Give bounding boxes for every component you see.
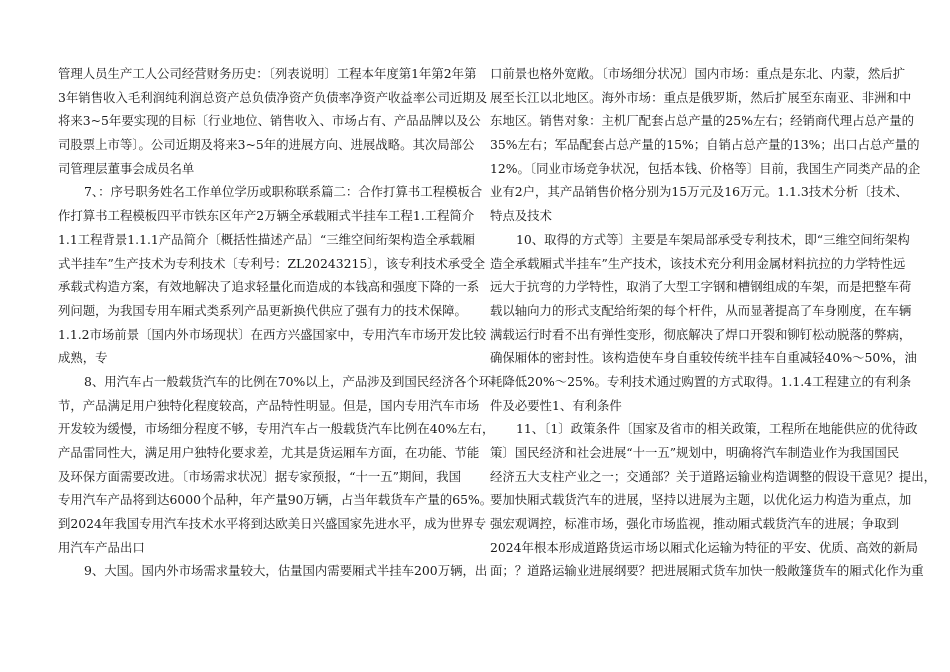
text-line: 式半挂车”生产技术为专利技术〔专利号：ZL20243215〕，该专利技术承受全 (58, 255, 485, 271)
right-column (490, 62, 937, 583)
text-line: 要加快厢式载货汽车的进展，坚持以进展为主题，以优化运力构造为重点，加 (490, 492, 912, 508)
text-line: 8、用汽车占一般载货汽车的比例在70%以上，产品涉及到国民经济各个环 (84, 373, 492, 389)
text-line: 远大于抗弯的力学特性，取消了大型工字钢和槽钢组成的车架，而是把整车荷 (490, 279, 912, 295)
text-line: 7、：序号职务姓名工作单位学历或职称联系篇二：合作打算书工程模板合 (84, 184, 483, 200)
text-line: 12%。〔同业市场竞争状况，包括本钱、价格等〕目前，我国生产同类产品的企 (490, 160, 921, 176)
text-line: 件及必要性1、有利条件 (490, 397, 622, 413)
text-line: 经济五大支柱产业之一；交通部？关于道路运输业构造调整的假设干意见？提出， (490, 468, 937, 484)
text-line: 列问题，为我国专用车厢式类系列产品更新换代供应了强有力的技术保障。 (58, 302, 467, 318)
text-line: 确保厢体的密封性。该构造使车身自重较传统半挂车自重减轻40%～50%，油 (490, 350, 917, 366)
text-line: 35%左右；军品配套占总产量的15%；自销占总产量的13%；出口占总产量的 (490, 137, 920, 153)
text-line: 产品雷同性大，满足用户独特化要求差，尤其是货运厢车方面，在功能、节能 (58, 445, 480, 460)
text-line: 1.1工程背景1.1.1产品简介〔概括性描述产品〕“三维空间绗架构造全承载厢 (58, 231, 475, 247)
text-line: 用汽车产品出口 (58, 539, 145, 555)
text-line: 3年销售收入毛利润纯利润总资产总负债净资产负债率净资产收益率公司近期及 (58, 89, 488, 105)
text-line: 造全承载厢式半挂车”生产技术，该技术充分利用金属材料抗拉的力学特性远 (490, 255, 906, 271)
text-line: 满载运行时看不出有弹性变形，彻底解决了焊口开裂和铆钉松动脱落的弊病， (490, 326, 912, 342)
text-line: 作打算书工程模板四平市铁东区年产2万辆全承载厢式半挂车工程1.工程简介 (58, 208, 475, 224)
text-line: 策〕国民经济和社会进展“十一五”规划中，明确将汽车制造业作为我国国民 (490, 445, 900, 460)
text-line: 成熟，专 (58, 350, 108, 366)
text-line: 开发较为缓慢，市场细分程度不够，专用汽车占一般载货汽车比例在40%左右， (58, 421, 495, 437)
text-line: 1.1.2市场前景〔国内外市场现状〕在西方兴盛国家中，专用汽车市场开发比较 (58, 326, 487, 342)
text-line: 11、〔1〕政策条件〔国家及省市的相关政策，工程所在地能供应的优待政 (516, 421, 918, 437)
text-line: 及环保方面需要改进。〔市场需求状况〕据专家预报，“十一五”期间，我国 (58, 468, 461, 484)
text-line: 面；？道路运输业进展纲要？把进展厢式货车加快一般敞篷货车的厢式化作为重 (490, 563, 924, 579)
text-line: 节，产品满足用户独特化程度较高，产品特性明显。但是，国内专用汽车市场 (58, 397, 480, 413)
text-line: 展至长江以北地区。海外市场：重点是俄罗斯，然后扩展至东南亚、非洲和中 (490, 89, 912, 105)
text-line: 特点及技术 (490, 208, 552, 224)
text-line: 强宏观调控，标准市场，强化市场监视，推动厢式载货汽车的进展；争取到 (490, 516, 899, 532)
text-line: 将来3~5年要实现的目标〔行业地位、销售收入、市场占有、产品品牌以及公 (58, 113, 481, 129)
text-line: 东地区。销售对象：主机厂配套占总产量的25%左右；经销商代理占总产量的 (490, 113, 915, 129)
text-line: 2024年根本形成道路货运市场以厢式化运输为特征的平安、优质、高效的新局 (490, 539, 919, 555)
text-line: 业有2户，其产品销售价格分别为15万元及16万元。1.1.3技术分析〔技术、 (490, 184, 908, 200)
text-line: 到2024年我国专用汽车技术水平将到达欧美日兴盛国家先进水平，成为世界专 (58, 516, 487, 532)
text-line: 载以轴向力的形式支配给绗架的每个杆件，从而显著提高了车身刚度，在车辆 (490, 302, 912, 318)
text-line: 10、取得的方式等〕主要是车架局部承受专利技术，即“三维空间绗架构 (516, 231, 910, 247)
text-line: 专用汽车产品将到达6000个品种，年产量90万辆，占当年载货车产量的65%。 (58, 492, 493, 508)
text-line: 口前景也格外宽敞。〔市场细分状况〕国内市场：重点是东北、内蒙，然后扩 (490, 66, 906, 81)
text-line: 承载式构造方案，有效地解决了追求轻量化而造成的本钱高和强度下降的一系 (58, 279, 480, 295)
text-line: 司股票上市等〕。公司近期及将来3~5年的进展方向、进展战略。其次局部公 (58, 137, 475, 153)
text-line: 耗降低20%～25%。专利技术通过购置的方式取得。1.1.4工程建立的有利条 (490, 373, 912, 389)
text-line: 司管理层董事会成员名单 (58, 160, 195, 176)
text-line: 管理人员生产工人公司经营财务历史：〔列表说明〕工程本年度第1年第2年第 (58, 66, 477, 81)
left-column (58, 62, 495, 583)
text-line: 9、大国。国内外市场需求量较大，估量国内需要厢式半挂车200万辆，出 (84, 563, 488, 579)
